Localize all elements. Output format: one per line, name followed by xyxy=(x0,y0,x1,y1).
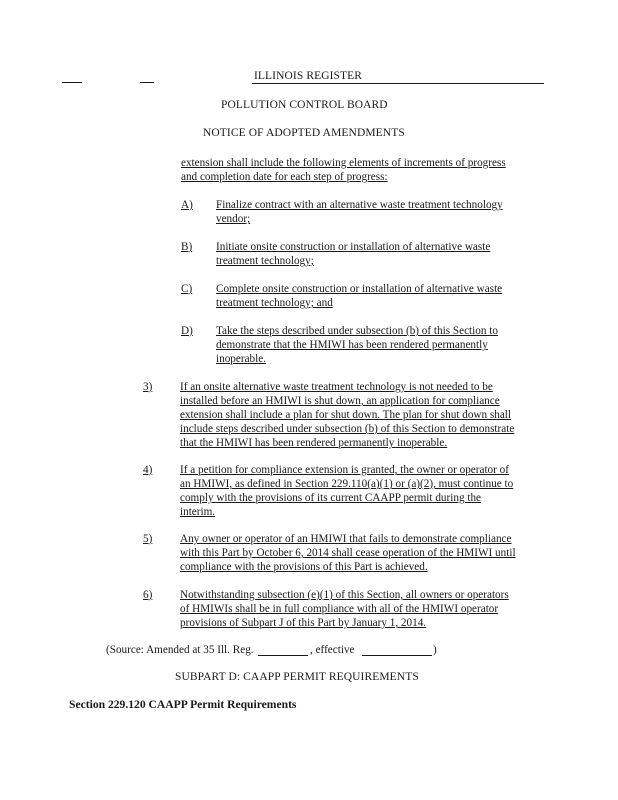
subpart-heading: SUBPART D: CAAPP PERMIT REQUIREMENTS xyxy=(175,671,419,683)
intro-line-1: extension shall include the following elements of increments of progress xyxy=(181,157,506,169)
sub-item-d-line-2: demonstrate that the HMIWI has been rendered permanently xyxy=(216,339,488,351)
source-reg-blank xyxy=(258,655,308,656)
item-4-line-4: interim. xyxy=(180,506,216,518)
notice-title: NOTICE OF ADOPTED AMENDMENTS xyxy=(203,127,405,139)
item-3-line-2: installed before an HMIWI is shut down, an application for compliance xyxy=(180,395,500,407)
source-note: (Source: Amended at 35 Ill. Reg. xyxy=(106,644,254,656)
section-heading: Section 229.120 CAAPP Permit Requirements xyxy=(69,698,297,711)
item-4-line-3: comply with the provisions of its current CAAPP permit during the xyxy=(180,492,481,504)
item-6-line-3: provisions of Subpart J of this Part by January 1, 2014. xyxy=(180,617,427,629)
board-name: POLLUTION CONTROL BOARD xyxy=(221,99,388,111)
sub-item-d-line-3: inoperable. xyxy=(216,353,267,365)
item-5-line-3: compliance with the provisions of this Part is achieved. xyxy=(180,561,428,573)
header-rule-left-1 xyxy=(62,82,82,83)
item-6-line-2: of HMIWIs shall be in full compliance with all of the HMIWI operator xyxy=(180,603,499,615)
sub-item-c-line-2: treatment technology; and xyxy=(216,297,333,309)
intro-line-2: and completion date for each step of progress: xyxy=(181,171,388,183)
sub-item-b-line-1: Initiate onsite construction or installation of alternative waste xyxy=(216,241,491,253)
item-label-6: 6) xyxy=(143,589,153,601)
sub-item-d-line-1: Take the steps described under subsection (b) of this Section to xyxy=(216,325,498,337)
header-rule-left-2 xyxy=(140,82,154,83)
register-title: ILLINOIS REGISTER xyxy=(254,70,363,82)
source-date-blank xyxy=(362,655,432,656)
sub-item-label-a: A) xyxy=(181,199,193,211)
sub-item-label-d: D) xyxy=(181,325,193,337)
sub-item-a-line-2: vendor; xyxy=(216,213,251,225)
item-3-line-3: extension shall include a plan for shut down. The plan for shut down shall xyxy=(180,409,512,421)
sub-item-a-line-1: Finalize contract with an alternative waste treatment technology xyxy=(216,199,503,211)
sub-item-c-line-1: Complete onsite construction or installation of alternative waste xyxy=(216,283,503,295)
sub-item-label-c: C) xyxy=(181,283,193,295)
item-label-4: 4) xyxy=(143,464,153,476)
source-close: ) xyxy=(433,644,437,656)
item-4-line-2: an HMIWI, as defined in Section 229.110(a)(1) or (a)(2), must continue to xyxy=(180,478,514,490)
item-3-line-5: that the HMIWI has been rendered permanently inoperable. xyxy=(180,437,448,449)
item-4-line-1: If a petition for compliance extension is granted, the owner or operator of xyxy=(180,464,509,476)
sub-item-b-line-2: treatment technology; xyxy=(216,255,314,267)
item-3-line-1: If an onsite alternative waste treatment technology is not needed to be xyxy=(180,381,493,393)
item-3-line-4: include steps described under subsection (b) of this Section to demonstrate xyxy=(180,423,515,435)
item-label-5: 5) xyxy=(143,533,153,545)
sub-item-label-b: B) xyxy=(181,241,193,253)
item-5-line-1: Any owner or operator of an HMIWI that fails to demonstrate compliance xyxy=(180,533,512,545)
item-5-line-2: with this Part by October 6, 2014 shall cease operation of the HMIWI until xyxy=(180,547,516,559)
header-rule-right xyxy=(252,83,544,84)
item-label-3: 3) xyxy=(143,381,153,393)
source-effective: , effective xyxy=(310,644,355,656)
item-6-line-1: Notwithstanding subsection (e)(1) of this Section, all owners or operators xyxy=(180,589,509,601)
